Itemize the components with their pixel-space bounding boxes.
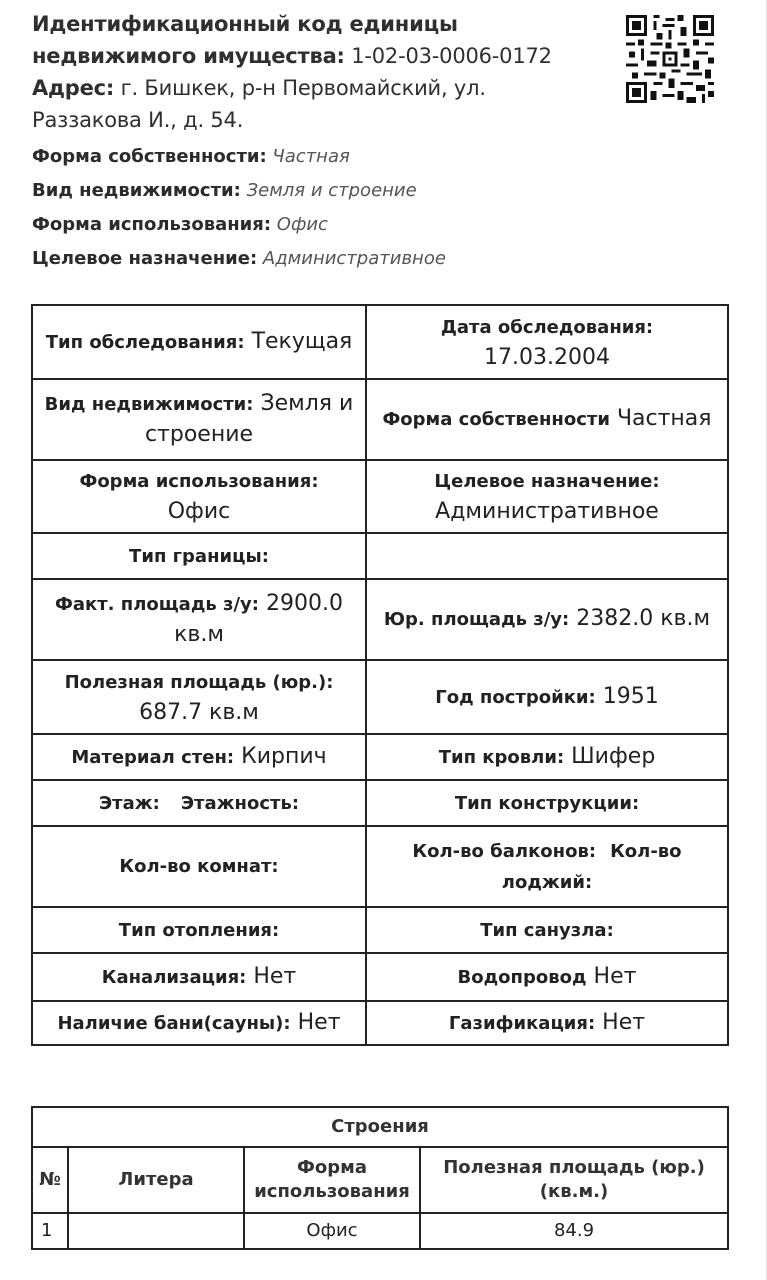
column-header-area: Полезная площадь (юр.) (кв.м.) — [420, 1147, 728, 1213]
table-row — [32, 734, 728, 780]
gas-value: Нет — [602, 1009, 646, 1035]
floors-label: Этажность: — [180, 792, 300, 814]
balconies-cell — [366, 826, 728, 907]
usage-cell — [32, 460, 366, 533]
fact-area-value: 2900.0 кв.м — [174, 591, 343, 647]
table-row — [32, 1147, 728, 1213]
purpose-cell — [366, 460, 728, 533]
buildings-table — [31, 1106, 729, 1250]
useful-area-label: Полезная площадь (юр.): — [64, 671, 334, 693]
ownership-cell — [366, 379, 728, 460]
property-type-cell — [32, 379, 366, 460]
property-type-label: Вид недвижимости: — [44, 394, 254, 415]
table-row — [32, 826, 728, 907]
border-type-label: Тип границы: — [129, 545, 269, 567]
building-usage: Офис — [244, 1213, 420, 1249]
table-row — [32, 1001, 728, 1045]
ownership-line — [32, 140, 592, 174]
water-label: Водопровод — [457, 966, 587, 988]
water-value: Нет — [593, 963, 637, 989]
survey-type-label: Тип обследования: — [45, 331, 245, 353]
roof-type-value: Шифер — [571, 743, 656, 769]
build-year-value: 1951 — [602, 683, 659, 709]
build-year-cell — [366, 660, 728, 734]
purpose-label: Целевое назначение: — [434, 471, 660, 492]
bathroom-type-cell — [366, 907, 728, 953]
survey-type-cell — [32, 305, 366, 379]
ownership-value: Частная — [616, 406, 712, 431]
usage-label: Форма использования: — [79, 471, 319, 492]
table-row — [32, 953, 728, 1001]
building-number: 1 — [32, 1213, 68, 1249]
legal-area-value: 2382.0 кв.м — [576, 606, 711, 631]
wall-material-label: Материал стен: — [71, 746, 235, 768]
wall-material-value: Кирпич — [241, 743, 327, 769]
border-type-value-cell — [366, 533, 728, 579]
table-row — [32, 533, 728, 579]
sauna-label: Наличие бани(сауны): — [57, 1012, 291, 1034]
roof-type-cell — [366, 734, 728, 780]
sewer-label: Канализация: — [101, 966, 247, 988]
purpose-line — [32, 242, 592, 276]
usage-line — [32, 208, 592, 242]
loggias-label: Кол-во лоджий: — [501, 840, 682, 893]
ownership-value: Частная — [272, 146, 350, 167]
survey-date-cell — [366, 305, 728, 379]
border-type-cell — [32, 533, 366, 579]
buildings-title: Строения — [32, 1107, 728, 1147]
building-litera — [68, 1213, 244, 1249]
wall-material-cell — [32, 734, 366, 780]
roof-type-label: Тип кровли: — [438, 746, 565, 768]
table-row — [32, 305, 728, 379]
survey-type-value: Текущая — [251, 328, 353, 354]
bathroom-type-label: Тип санузла: — [480, 919, 614, 941]
id-value: 1-02-03-0006-0172 — [351, 44, 552, 68]
address-label: Адрес: — [32, 76, 115, 100]
rooms-label: Кол-во комнат: — [119, 856, 279, 877]
table-row — [32, 1107, 728, 1147]
sauna-value: Нет — [297, 1009, 341, 1035]
construction-type-label: Тип конструкции: — [454, 792, 640, 814]
id-label: Идентификационный код единицы недвижимого имущества: — [32, 12, 458, 68]
floor-label: Этаж: — [98, 792, 160, 814]
heating-type-cell — [32, 907, 366, 953]
usage-label: Форма использования: — [32, 214, 272, 235]
purpose-label: Целевое назначение: — [32, 248, 258, 269]
property-type-line — [32, 174, 592, 208]
gas-cell — [366, 1001, 728, 1045]
table-row — [32, 460, 728, 533]
useful-area-value: 687.7 кв.м — [139, 699, 259, 725]
survey-date-label: Дата обследования: — [440, 316, 654, 338]
column-header-number: № — [32, 1147, 68, 1213]
legal-area-label: Юр. площадь з/у: — [383, 609, 570, 630]
qr-code-icon[interactable] — [626, 15, 714, 103]
table-row — [32, 379, 728, 460]
property-header — [32, 8, 592, 276]
address-line — [32, 72, 592, 136]
table-row — [32, 579, 728, 660]
gas-label: Газификация: — [448, 1012, 596, 1034]
rooms-cell — [32, 826, 366, 907]
column-header-litera: Литера — [68, 1147, 244, 1213]
build-year-label: Год постройки: — [435, 686, 596, 708]
column-header-usage: Форма использования — [244, 1147, 420, 1213]
balconies-label: Кол-во балконов: — [412, 840, 597, 862]
heating-type-label: Тип отопления: — [118, 919, 280, 941]
fact-area-label: Факт. площадь з/у: — [55, 594, 259, 615]
property-type-value: Земля и строение — [144, 391, 354, 447]
usage-value: Офис — [167, 499, 231, 524]
sewer-cell — [32, 953, 366, 1001]
property-type-label: Вид недвижимости: — [32, 180, 241, 201]
construction-type-cell — [366, 780, 728, 826]
table-row — [32, 1213, 728, 1249]
ownership-label: Форма собственности — [382, 409, 610, 430]
useful-area-cell — [32, 660, 366, 734]
purpose-value: Административное — [262, 248, 446, 269]
table-row — [32, 780, 728, 826]
property-type-value: Земля и строение — [246, 180, 417, 201]
sewer-value: Нет — [253, 963, 297, 989]
water-cell — [366, 953, 728, 1001]
building-area: 84.9 — [420, 1213, 728, 1249]
usage-value: Офис — [276, 214, 328, 235]
fact-area-cell — [32, 579, 366, 660]
floor-cell — [32, 780, 366, 826]
table-row — [32, 660, 728, 734]
purpose-value: Административное — [435, 499, 659, 524]
table-row — [32, 907, 728, 953]
id-line — [32, 8, 592, 72]
ownership-label: Форма собственности: — [32, 146, 267, 167]
address-value: г. Бишкек, р-н Первомайский, ул. Раззакова И., д. 54. — [32, 76, 486, 132]
survey-table — [31, 304, 729, 1046]
sauna-cell — [32, 1001, 366, 1045]
legal-area-cell — [366, 579, 728, 660]
survey-date-value: 17.03.2004 — [484, 344, 610, 370]
